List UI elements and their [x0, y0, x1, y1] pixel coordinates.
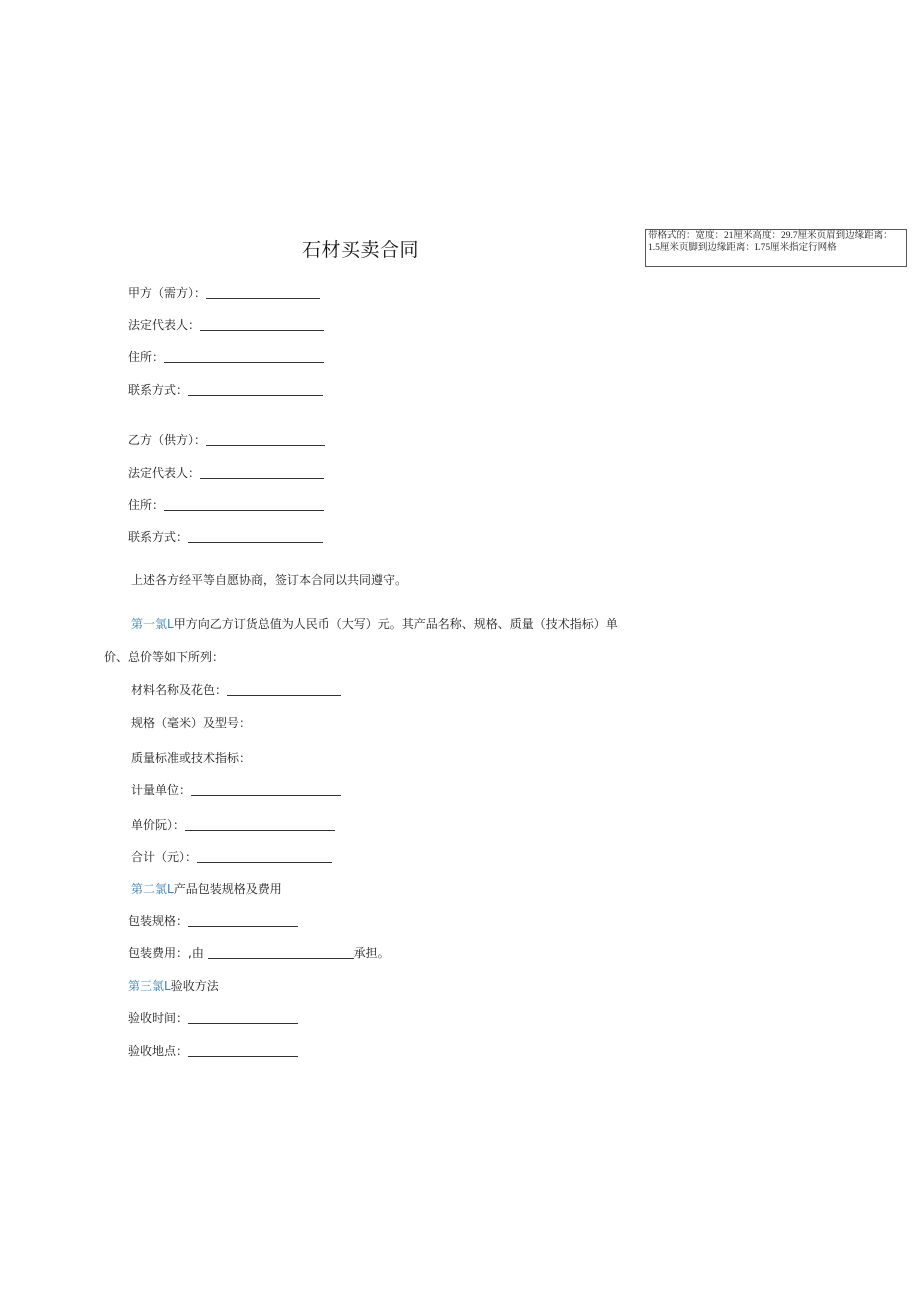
article-3-number: 第三氯L [128, 979, 171, 993]
blank-line[interactable] [200, 466, 324, 479]
intro-paragraph: 上述各方经平等自愿协商，签订本合同以共同遵守。 [131, 573, 408, 587]
blank-line[interactable] [206, 286, 320, 299]
blank-line[interactable] [208, 946, 354, 959]
item-price: 单价阮）： [131, 816, 335, 833]
item-total: 合计（元）： [131, 848, 332, 865]
blank-line[interactable] [188, 914, 298, 927]
contract-title: 石材买卖合同 [302, 239, 420, 261]
article-1-text: 甲方向乙方订货总值为人民币（大写）元。其产品名称、规格、质量（技术指标）单 [173, 617, 618, 631]
party-a-address: 住所： [128, 348, 324, 365]
blank-line[interactable] [191, 783, 341, 796]
article-1 [131, 615, 618, 632]
article-1-continuation: 价、总价等如下所列： [104, 650, 225, 664]
item-quality: 质量标准或技术指标： [131, 751, 252, 765]
party-b-address: 住所： [128, 496, 324, 513]
inspection-time: 验收时间： [128, 1009, 298, 1026]
packaging-fee: 包装费用：,由 承担。 [128, 946, 390, 960]
party-a-contact: 联系方式： [128, 381, 323, 398]
blank-line[interactable] [164, 498, 324, 511]
party-a-label: 甲方（需方）： [128, 284, 320, 301]
blank-line[interactable] [200, 318, 324, 331]
article-1-number: 第一氯L [131, 617, 174, 631]
article-2-number: 第二氯L [131, 882, 174, 896]
blank-line[interactable] [188, 1044, 298, 1057]
blank-line[interactable] [185, 818, 335, 831]
packaging-spec: 包装规格： [128, 912, 298, 929]
format-note: 带格式的：宽度：21厘米高度：29.7厘米页眉到边缘距离：1.5厘米页脚到边缘距离：L75厘米指定行网格 [645, 229, 907, 267]
blank-line[interactable] [164, 350, 324, 363]
blank-line[interactable] [188, 383, 323, 396]
article-3 [128, 977, 219, 994]
inspection-place: 验收地点： [128, 1042, 298, 1059]
blank-line[interactable] [188, 530, 323, 543]
item-unit: 计量单位： [131, 781, 341, 798]
blank-line[interactable] [197, 850, 332, 863]
article-2 [131, 880, 282, 897]
party-b-label: 乙方（供方）： [128, 431, 325, 448]
blank-line[interactable] [206, 433, 325, 446]
blank-line[interactable] [227, 683, 341, 696]
article-3-text: 验收方法 [170, 979, 219, 993]
party-a-rep: 法定代表人： [128, 316, 324, 333]
article-2-text: 产品包装规格及费用 [173, 882, 282, 896]
party-b-contact: 联系方式： [128, 528, 323, 545]
item-material: 材料名称及花色： [131, 681, 341, 698]
party-b-rep: 法定代表人： [128, 464, 324, 481]
item-spec: 规格（毫米）及型号： [131, 716, 252, 730]
blank-line[interactable] [188, 1011, 298, 1024]
